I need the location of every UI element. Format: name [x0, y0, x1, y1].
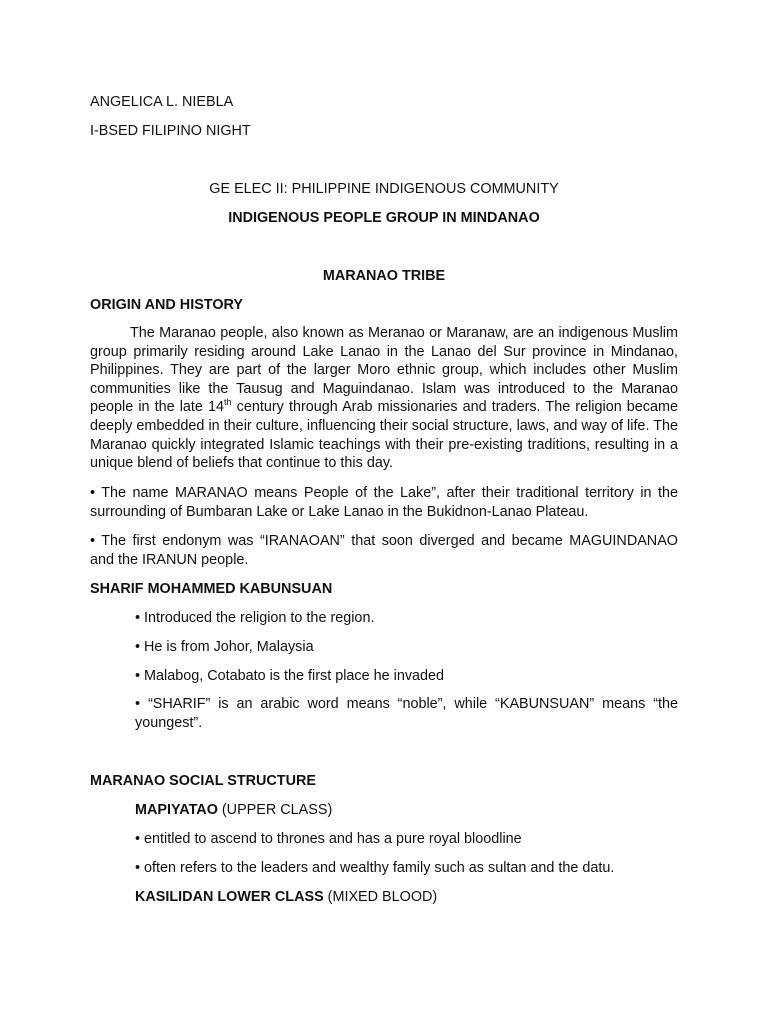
lower-class-label: KASILIDAN LOWER CLASS (MIXED BLOOD) [135, 889, 438, 905]
sharif-item: • “SHARIF” is an arabic word means “noble”, while “KABUNSUAN” means “the youngest”. [135, 696, 678, 731]
sharif-item: • Introduced the religion to the region. [135, 610, 375, 626]
sharif-heading: SHARIF MOHAMMED KABUNSUAN [90, 581, 333, 597]
social-heading: MARANAO SOCIAL STRUCTURE [90, 773, 316, 789]
upper-class-label: MAPIYATAO (UPPER CLASS) [135, 802, 333, 818]
course-section: I-BSED FILIPINO NIGHT [90, 123, 251, 139]
upper-class-item: • entitled to ascend to thrones and has a pure royal bloodline [135, 831, 522, 847]
origin-heading: ORIGIN AND HISTORY [90, 297, 243, 313]
course-title: GE ELEC II: PHILIPPINE INDIGENOUS COMMUNITY [209, 181, 559, 197]
origin-bullet-endonym: • The first endonym was “IRANAOAN” that soon diverged and became MAGUINDANAO and the IRANUN people. [90, 533, 678, 568]
author-name: ANGELICA L. NIEBLA [90, 94, 234, 110]
sharif-item: • Malabog, Cotabato is the first place he invaded [135, 668, 445, 684]
origin-paragraph: The Maranao people, also known as Meranao or Maranaw, are an indigenous Muslim group primarily residing around Lake Lanao in the Lanao del Sur province in Mindanao, Philippines. They are part of the larger Moro ethnic group, which includes other Muslim communities like the Tausug and Maguindanao. Islam was introduced to the Maranao people in the late 14th century through Arab missionaries and traders. The religion became deeply embedded in their culture, influencing their social structure, laws, and way of life. The Maranao quickly integrated Islamic teachings with their pre-existing traditions, resulting in a unique blend of beliefs that continue to this day. [90, 325, 678, 472]
origin-bullet-name: • The name MARANAO means People of the Lake”, after their traditional territory in the surrounding of Bumbaran Lake or Lake Lanao in the Bukidnon-Lanao Plateau. [90, 485, 678, 520]
upper-class-item: • often refers to the leaders and wealthy family such as sultan and the datu. [135, 860, 615, 876]
sharif-item: • He is from Johor, Malaysia [135, 639, 314, 655]
document-title: INDIGENOUS PEOPLE GROUP IN MINDANAO [228, 210, 540, 226]
ordinal-suffix: th [224, 397, 232, 408]
tribe-title: MARANAO TRIBE [322, 268, 446, 284]
